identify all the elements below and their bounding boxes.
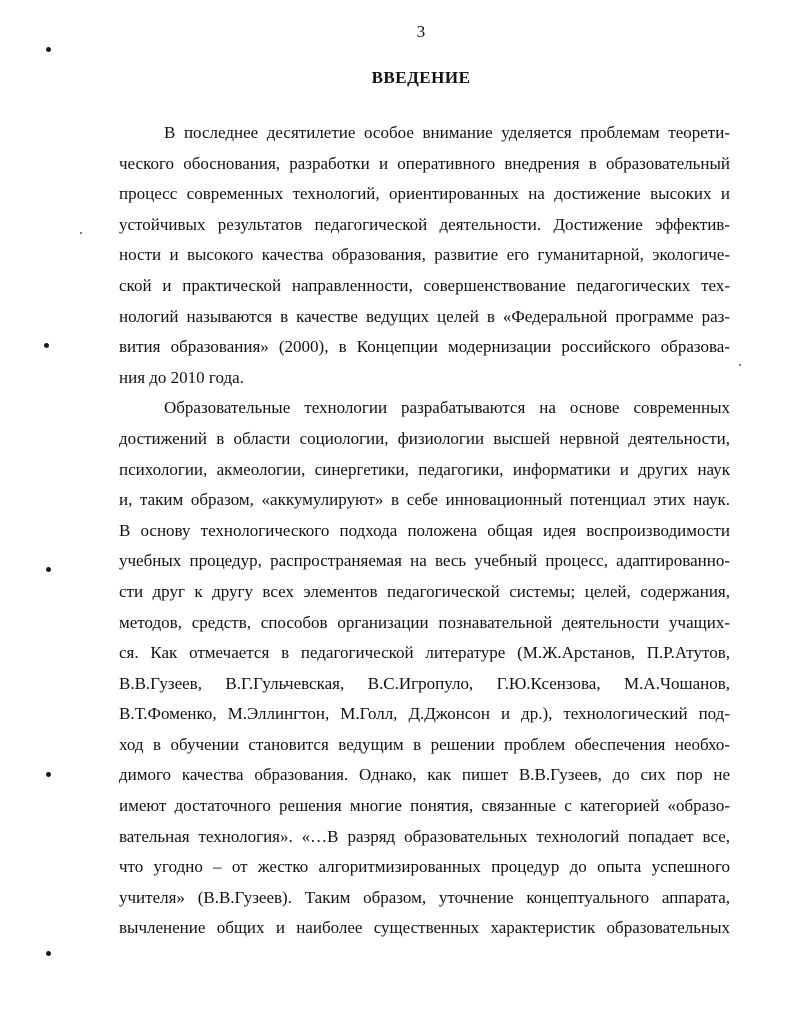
text-line: что угодно – от жестко алгоритмизированных процедур до опыта успешного [119,857,730,877]
section-heading: ВВЕДЕНИЕ [371,68,471,87]
text-line: методов, средств, способов организации познавательной деятельности учащих- [119,612,730,632]
text-line: В основу технологического подхода положена общая идея воспроизводимости [119,520,730,540]
text-line: ся. Как отмечается в педагогической литературе (М.Ж.Арстанов, П.Р.Атутов, [119,643,730,663]
text-line: вития образования» (2000), в Концепции модернизации российского образова- [119,337,730,357]
text-line: В.Т.Фоменко, М.Эллингтон, М.Голл, Д.Джонсон и др.), технологический под- [119,704,730,724]
text-line: учителя» (В.В.Гузеев). Таким образом, уточнение концептуального аппарата, [119,887,730,907]
margin-dot [46,567,51,572]
margin-dot [44,343,49,348]
text-line: ности и высокого качества образования, развитие его гуманитарной, экологиче- [119,245,730,265]
body-text [119,118,730,944]
text-line: Образовательные технологии разрабатываются на основе современных [164,398,730,418]
text-line: ход в обучении становится ведущим в решении проблем обеспечения необхо- [119,734,730,754]
text-line: В последнее десятилетие особое внимание уделяется проблемам теорети- [164,123,730,142]
paragraph-2 [119,393,730,944]
text-line: В.В.Гузеев, В.Г.Гульчевская, В.С.Игропуло, Г.Ю.Ксензова, М.А.Чошанов, [119,673,730,693]
text-line: ния до 2010 года. [119,367,244,387]
text-line: вательная технология». «…В разряд образовательных технологий попадает все, [119,826,730,846]
text-line: процесс современных технологий, ориентированных на достижение высоких и [119,184,730,204]
page-number: 3 [416,22,426,41]
text-line: ческого обоснования, разработки и оперативного внедрения в образовательный [119,153,730,173]
scan-speck [739,364,741,366]
text-line: устойчивых результатов педагогической деятельности. Достижение эффектив- [119,214,730,234]
scan-speck [80,232,82,234]
margin-dot [46,47,51,52]
text-line: психологии, акмеологии, синергетики, педагогики, информатики и других наук [119,459,730,479]
margin-dot [46,772,51,777]
text-line: и, таким образом, «аккумулируют» в себе инновационный потенциал этих наук. [119,490,730,510]
text-line: сти друг к другу всех элементов педагогической системы; целей, содержания, [119,581,730,601]
text-line: учебных процедур, распространяемая на весь учебный процесс, адаптированно- [119,551,730,571]
text-line: нологий называются в качестве ведущих целей в «Федеральной программе раз- [119,306,730,326]
text-line: вычленение общих и наиболее существенных характеристик образовательных [119,918,730,938]
text-line: димого качества образования. Однако, как пишет В.В.Гузеев, до сих пор не [119,765,730,785]
margin-dot [46,951,51,956]
paragraph-1 [119,118,730,393]
text-line: достижений в области социологии, физиологии высшей нервной деятельности, [119,428,730,448]
text-line: ской и практической направленности, совершенствование педагогических тех- [119,275,730,295]
text-line: имеют достаточного решения многие понятия, связанные с категорией «образо- [119,796,730,816]
